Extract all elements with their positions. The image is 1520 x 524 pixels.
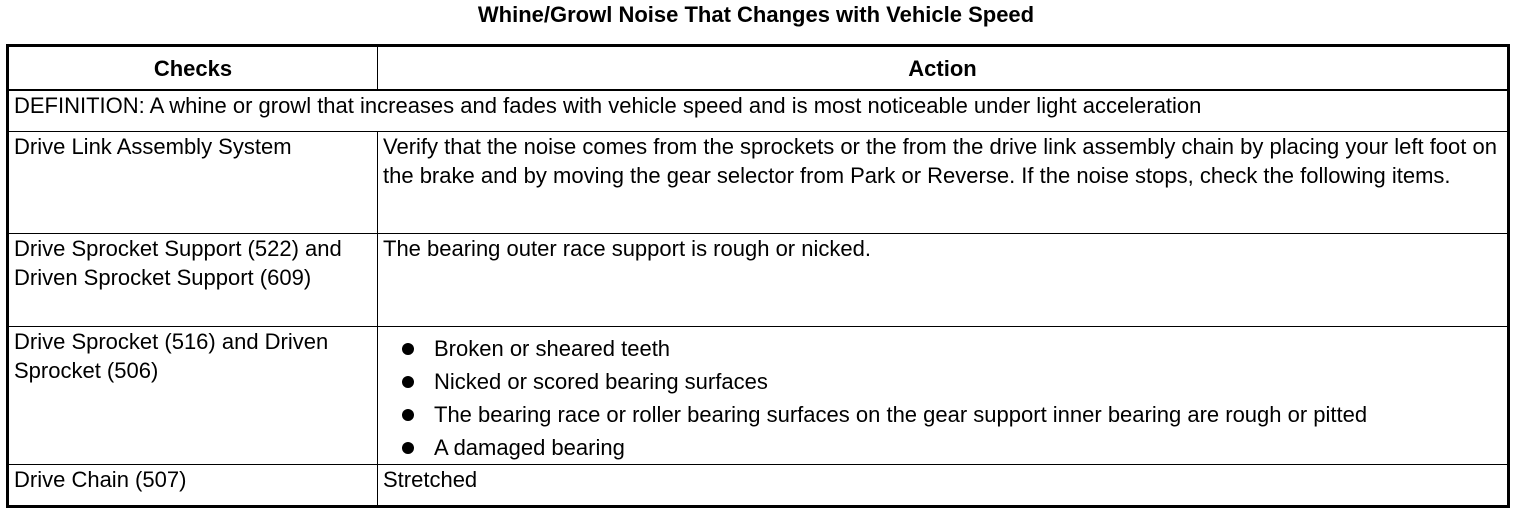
list-item	[402, 398, 1502, 431]
bullet-icon	[402, 442, 414, 454]
table-row	[8, 327, 1509, 465]
table-row	[8, 132, 1509, 234]
bullet-icon	[402, 376, 414, 388]
list-item	[402, 365, 1502, 398]
action-cell: Verify that the noise comes from the sprockets or the from the drive link assembly chain by placing your left foot on the brake and by moving the gear selector from Park or Reverse. If the noise stops, check the following items.	[378, 132, 1509, 234]
definition-row	[8, 90, 1509, 132]
checks-column-header: Checks	[8, 46, 378, 91]
action-cell: The bearing outer race support is rough or nicked.	[378, 234, 1509, 327]
check-cell: Drive Link Assembly System	[8, 132, 378, 234]
table-row	[8, 465, 1509, 507]
page-title: Whine/Growl Noise That Changes with Vehicle Speed	[477, 2, 1035, 27]
action-cell: Stretched	[378, 465, 1509, 507]
list-item-text: The bearing race or roller bearing surfaces on the gear support inner bearing are rough or pitted	[434, 402, 1368, 427]
definition-text: DEFINITION: A whine or growl that increases and fades with vehicle speed and is most noticeable under light acceleration	[8, 90, 1509, 132]
check-cell: Drive Chain (507)	[8, 465, 378, 507]
bullet-icon	[402, 409, 414, 421]
action-column-header: Action	[378, 46, 1509, 91]
action-cell	[378, 327, 1509, 465]
table-row	[8, 234, 1509, 327]
list-item	[402, 332, 1502, 365]
bullet-icon	[402, 343, 414, 355]
check-cell: Drive Sprocket Support (522) and Driven Sprocket Support (609)	[8, 234, 378, 327]
list-item	[402, 431, 1502, 464]
check-cell: Drive Sprocket (516) and Driven Sprocket (506)	[8, 327, 378, 465]
action-bullet-list	[383, 332, 1502, 464]
list-item-text: Nicked or scored bearing surfaces	[434, 369, 768, 394]
diagnostic-table	[6, 44, 1510, 508]
table-header-row	[8, 46, 1509, 91]
list-item-text: A damaged bearing	[434, 435, 625, 460]
list-item-text: Broken or sheared teeth	[434, 336, 671, 361]
